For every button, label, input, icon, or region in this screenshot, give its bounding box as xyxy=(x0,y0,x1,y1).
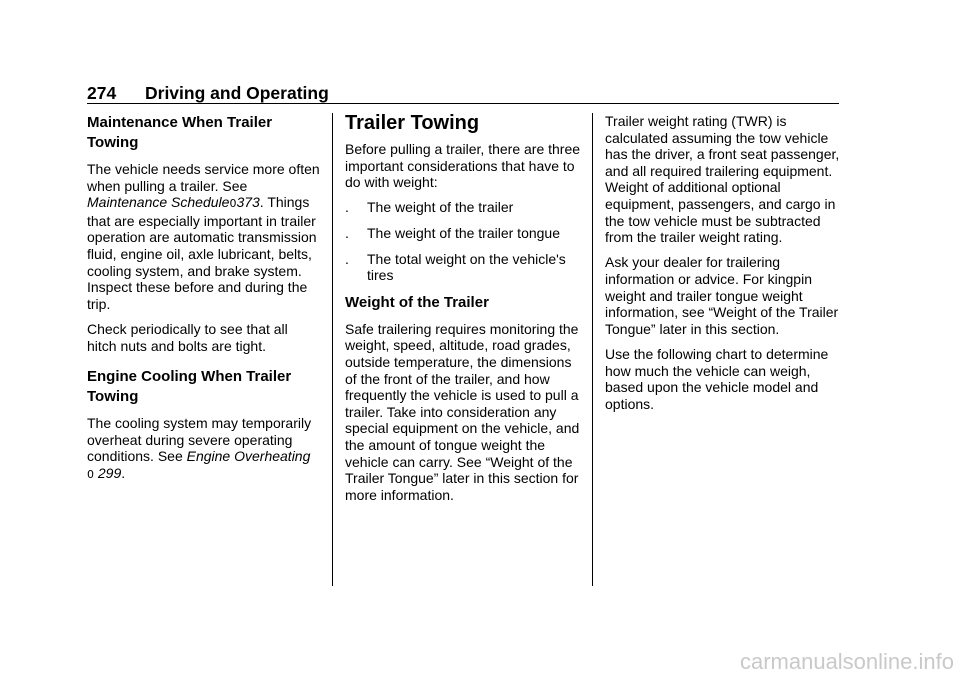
twr-paragraph: Trailer weight rating (TWR) is calculated assuming the tow vehicle has the driver, a front seat passenger, and all required trailering equipment. Weight of additional optional equipment, passengers, and cargo in the tow vehicle must be subtracted from the trailer weight rating. xyxy=(605,113,840,246)
bullet-icon: . xyxy=(345,224,349,241)
bullet-icon: . xyxy=(345,250,349,267)
cooling-text-b: . xyxy=(121,464,126,481)
weight-of-trailer-paragraph: Safe trailering requires monitoring the weight, speed, altitude, road grades, outside temperature, the dimensions of the front of the trailer, and how frequently the vehicle is used to pull a trailer. Take into consideration any special equipment on the vehicle, and the amount of tongue weight the vehicle can carry. See “Weight of the Trailer Tongue” later in this section for more information. xyxy=(345,320,580,503)
page-ref-icon: 0 xyxy=(87,467,94,481)
list-item-text: The weight of the trailer xyxy=(367,199,514,216)
trailer-towing-heading: Trailer Towing xyxy=(345,112,480,134)
cooling-ref-page[interactable]: 299 xyxy=(97,464,122,481)
list-item-text: The total weight on the vehicle's tires xyxy=(367,250,566,284)
list-item xyxy=(345,199,581,216)
page-header xyxy=(87,82,839,104)
list-item xyxy=(345,225,581,242)
column-left xyxy=(87,113,320,492)
maintenance-heading: Maintenance When Trailer Towing xyxy=(87,114,273,151)
maintenance-ref-page[interactable]: 373 xyxy=(236,194,260,211)
header-rule xyxy=(87,103,839,104)
page-number: 274 xyxy=(87,83,117,103)
weight-considerations-list xyxy=(345,199,581,283)
chart-intro-paragraph: Use the following chart to determine how much the vehicle can weigh, based upon the vehicle model and options. xyxy=(605,345,829,412)
engine-overheating-link[interactable]: Engine Overheating xyxy=(186,448,311,465)
list-item-text: The weight of the trailer tongue xyxy=(367,224,561,241)
list-item xyxy=(345,251,581,284)
maintenance-paragraph-2: Check periodically to see that all hitch nuts and bolts are tight. xyxy=(87,320,288,354)
maintenance-text-a: The vehicle needs service more often when pulling a trailer. See xyxy=(87,161,320,194)
cooling-paragraph xyxy=(87,415,320,483)
page-ref-icon: 0 xyxy=(229,197,237,211)
cooling-heading: Engine Cooling When Trailer Towing xyxy=(87,368,292,406)
maintenance-paragraph-1 xyxy=(87,161,320,312)
column-middle xyxy=(345,113,581,512)
dealer-advice-paragraph: Ask your dealer for trailering information or advice. For kingpin weight and trailer tongue weight information, see “Weight of the Trailer Tongue” later in this section. xyxy=(605,254,839,337)
weight-of-trailer-heading: Weight of the Trailer xyxy=(345,293,489,311)
section-title: Driving and Operating xyxy=(145,83,329,103)
column-divider-2 xyxy=(592,113,593,586)
trailer-towing-intro: Before pulling a trailer, there are three important considerations that have to do with weight: xyxy=(345,141,581,191)
maintenance-text-b: . Things that are especially important in trailer operation are automatic transmission fluid, engine oil, axle lubricant, belts, cooling system, and brake system. Inspect these before and during the trip. xyxy=(87,194,317,312)
bullet-icon: . xyxy=(345,199,349,216)
cooling-text-a: The cooling system may temporarily overheat during severe operating conditions. See xyxy=(87,415,312,465)
column-right xyxy=(605,113,841,421)
column-divider-1 xyxy=(332,113,333,586)
watermark: carmanualsonline.info xyxy=(739,649,954,674)
maintenance-schedule-link[interactable]: Maintenance Schedule xyxy=(87,194,230,211)
